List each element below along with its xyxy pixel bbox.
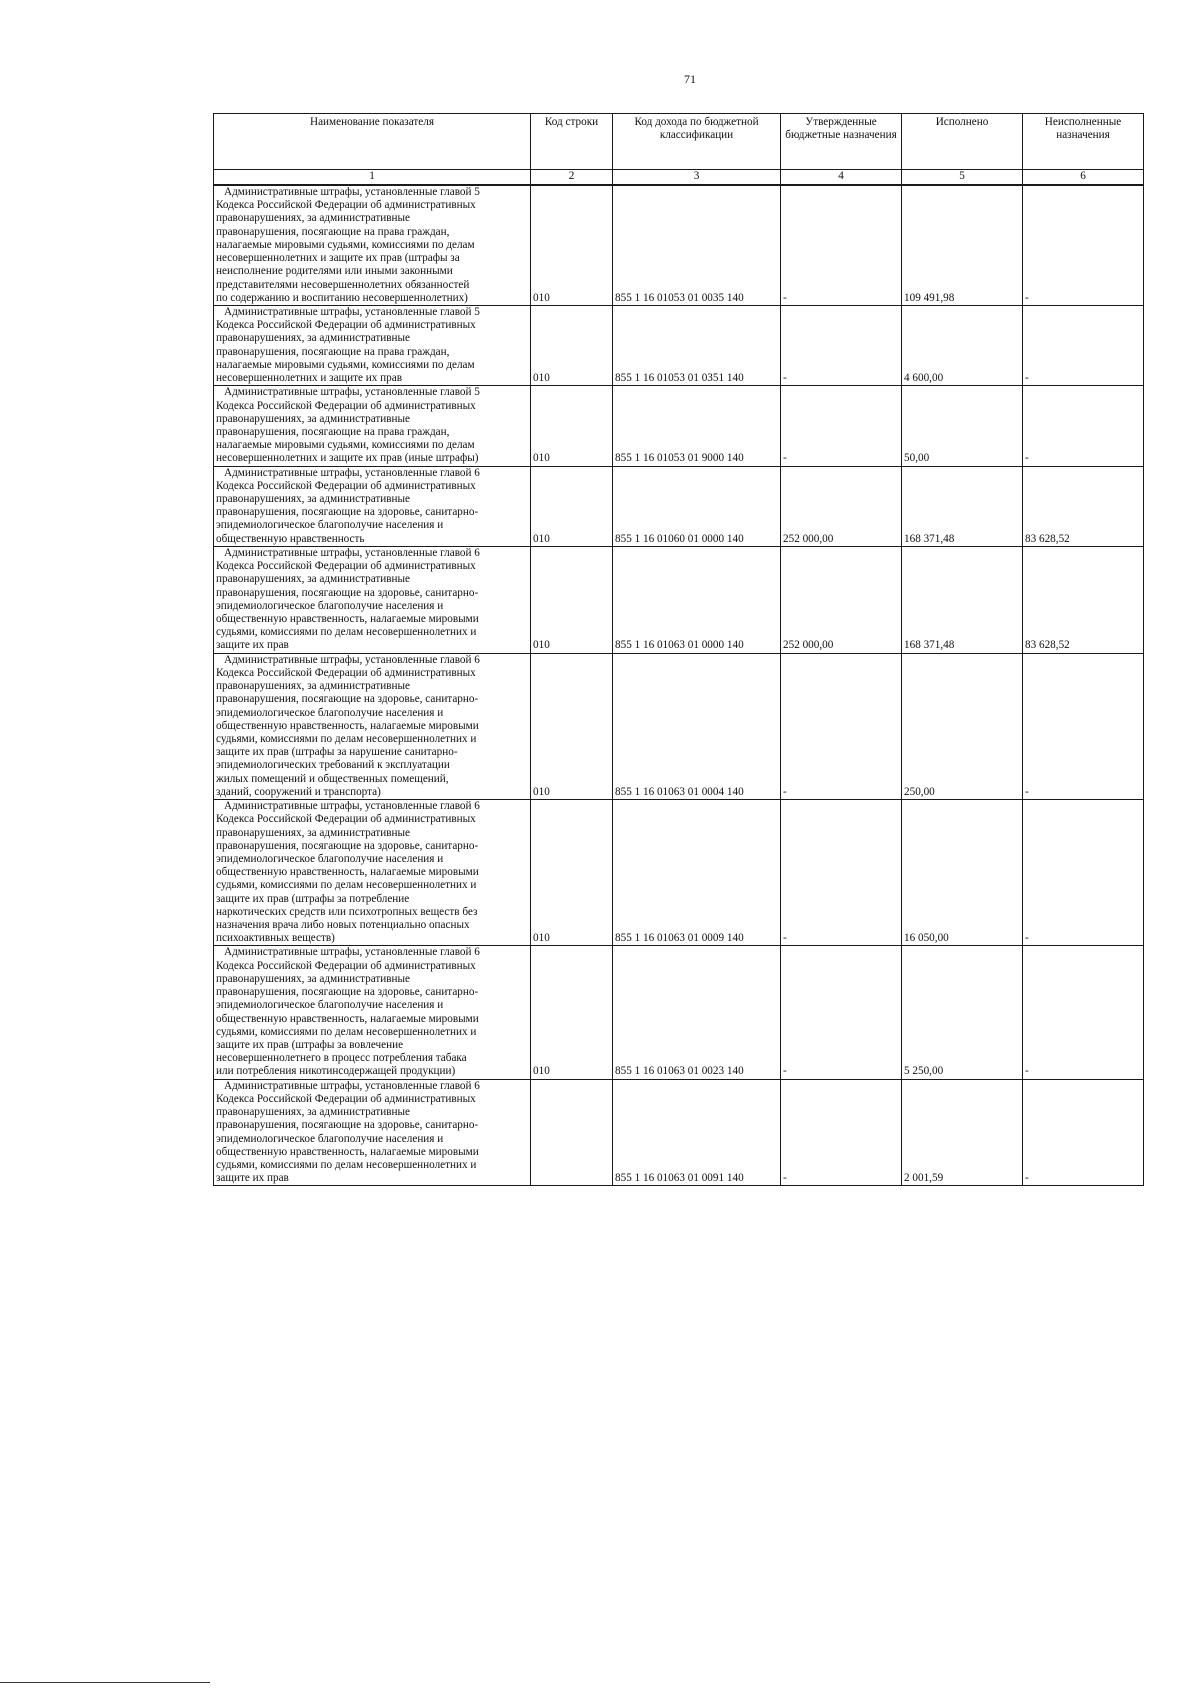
indicator-name xyxy=(214,653,531,799)
indicator-name-line: эпидемиологическое благополучие населения и xyxy=(216,599,444,612)
unexecuted-amount: - xyxy=(1023,185,1144,305)
column-number: 6 xyxy=(1023,170,1144,186)
indicator-name-line: общественную нравственность, налагаемые мировыми xyxy=(216,719,479,732)
indicator-name xyxy=(214,185,531,305)
table-header xyxy=(214,114,1144,186)
line-code: 010 xyxy=(531,546,613,653)
header-income-code: Код дохода по бюджетной классификации xyxy=(613,114,781,170)
income-code: 855 1 16 01063 01 0023 140 xyxy=(613,946,781,1079)
indicator-name-line: Кодекса Российской Федерации об административных xyxy=(216,319,476,332)
executed-amount: 168 371,48 xyxy=(902,466,1023,546)
indicator-name-line: общественную нравственность, налагаемые мировыми xyxy=(216,613,479,625)
column-number: 5 xyxy=(902,170,1023,186)
income-code: 855 1 16 01063 01 0000 140 xyxy=(613,546,781,653)
indicator-name-line: или потребления никотинсодержащей продукции) xyxy=(216,1065,456,1078)
line-code: 010 xyxy=(531,946,613,1079)
indicator-name xyxy=(214,546,531,653)
indicator-name-line: Административные штрафы, установленные главой 5 xyxy=(224,386,480,399)
table-row xyxy=(214,305,1144,385)
indicator-name-line: правонарушения, посягающие на права граждан, xyxy=(216,345,450,358)
approved-amount: - xyxy=(781,185,902,305)
indicator-name-line: правонарушения, посягающие на здоровье, санитарно- xyxy=(216,586,479,599)
column-number: 2 xyxy=(531,170,613,186)
indicator-name-line: судьями, комиссиями по делам несовершеннолетних и xyxy=(216,1158,477,1171)
indicator-name-line: правонарушениях, за административные xyxy=(216,972,410,985)
indicator-name xyxy=(214,386,531,466)
executed-amount: 16 050,00 xyxy=(902,800,1023,946)
executed-amount: 250,00 xyxy=(902,653,1023,799)
indicator-name-line: несовершеннолетних и защите их прав (иные штрафы) xyxy=(216,452,479,465)
executed-amount: 50,00 xyxy=(902,386,1023,466)
revenue-report-table xyxy=(213,113,1144,1186)
indicator-name-line: правонарушениях, за административные xyxy=(216,826,410,839)
indicator-name-line: Административные штрафы, установленные главой 5 xyxy=(224,305,480,318)
approved-amount: - xyxy=(781,305,902,385)
indicator-name-line: по содержанию и воспитанию несовершеннолетних) xyxy=(216,291,468,304)
unexecuted-amount: - xyxy=(1023,946,1144,1079)
indicator-name-line: психоактивных веществ) xyxy=(216,932,335,945)
indicator-name-line: правонарушения, посягающие на здоровье, санитарно- xyxy=(216,506,479,519)
indicator-name-line: налагаемые мировыми судьями, комиссиями по делам xyxy=(216,439,475,452)
table-row xyxy=(214,1079,1144,1186)
header-approved: Утвержденные бюджетные назначения xyxy=(781,114,902,170)
indicator-name-line: Административные штрафы, установленные главой 6 xyxy=(224,946,480,959)
indicator-name-line: несовершеннолетних и защите их прав xyxy=(216,372,402,385)
indicator-name-line: правонарушения, посягающие на здоровье, санитарно- xyxy=(216,693,479,706)
indicator-name-line: Административные штрафы, установленные главой 6 xyxy=(224,546,480,559)
indicator-name-line: Кодекса Российской Федерации об административных xyxy=(216,959,476,972)
approved-amount: 252 000,00 xyxy=(781,466,902,546)
approved-amount: 252 000,00 xyxy=(781,546,902,653)
indicator-name-line: налагаемые мировыми судьями, комиссиями по делам xyxy=(216,358,475,371)
indicator-name-line: судьями, комиссиями по делам несовершеннолетних и xyxy=(216,1025,477,1038)
indicator-name-line: судьями, комиссиями по делам несовершеннолетних и xyxy=(216,732,477,745)
approved-amount: - xyxy=(781,946,902,1079)
indicator-name-line: правонарушениях, за административные xyxy=(216,212,410,225)
executed-amount: 5 250,00 xyxy=(902,946,1023,1079)
unexecuted-amount: - xyxy=(1023,800,1144,946)
indicator-name-line: правонарушениях, за административные xyxy=(216,493,410,506)
indicator-name xyxy=(214,946,531,1079)
unexecuted-amount: - xyxy=(1023,386,1144,466)
header-indicator-name: Наименование показателя xyxy=(214,114,531,170)
column-number: 4 xyxy=(781,170,902,186)
indicator-name-line: Кодекса Российской Федерации об административных xyxy=(216,199,476,212)
indicator-name-line: эпидемиологическое благополучие населения и xyxy=(216,519,444,532)
indicator-name-line: представителями несовершеннолетних обязанностей xyxy=(216,278,470,291)
indicator-name-line: Административные штрафы, установленные главой 6 xyxy=(224,466,480,479)
unexecuted-amount: 83 628,52 xyxy=(1023,546,1144,653)
indicator-name-line: назначения врача либо новых потенциально опасных xyxy=(216,919,470,932)
indicator-name-line: зданий, сооружений и транспорта) xyxy=(216,785,381,798)
indicator-name-line: судьями, комиссиями по делам несовершеннолетних и xyxy=(216,879,477,892)
indicator-name-line: правонарушения, посягающие на здоровье, санитарно- xyxy=(216,1119,479,1132)
approved-amount: - xyxy=(781,653,902,799)
income-code: 855 1 16 01063 01 0004 140 xyxy=(613,653,781,799)
indicator-name-line: налагаемые мировыми судьями, комиссиями по делам xyxy=(216,238,475,251)
unexecuted-amount: - xyxy=(1023,1079,1144,1186)
table-row xyxy=(214,546,1144,653)
page-number: 71 xyxy=(684,72,696,86)
column-number: 3 xyxy=(613,170,781,186)
header-line-code: Код строки xyxy=(531,114,613,170)
income-code: 855 1 16 01063 01 0009 140 xyxy=(613,800,781,946)
line-code: 010 xyxy=(531,466,613,546)
executed-amount: 2 001,59 xyxy=(902,1079,1023,1186)
income-code: 855 1 16 01053 01 9000 140 xyxy=(613,386,781,466)
approved-amount: - xyxy=(781,386,902,466)
indicator-name-line: Кодекса Российской Федерации об административных xyxy=(216,1092,476,1105)
income-code: 855 1 16 01053 01 0351 140 xyxy=(613,305,781,385)
indicator-name-line: жилых помещений и общественных помещений, xyxy=(216,772,449,785)
indicator-name-line: эпидемиологическое благополучие населения и xyxy=(216,706,444,719)
executed-amount: 4 600,00 xyxy=(902,305,1023,385)
indicator-name-line: правонарушения, посягающие на права граждан, xyxy=(216,425,450,438)
unexecuted-amount: - xyxy=(1023,653,1144,799)
executed-amount: 109 491,98 xyxy=(902,185,1023,305)
table-row xyxy=(214,185,1144,305)
indicator-name-line: правонарушениях, за административные xyxy=(216,1106,410,1119)
unexecuted-amount: 83 628,52 xyxy=(1023,466,1144,546)
header-unexecuted: Неисполненные назначения xyxy=(1023,114,1144,170)
indicator-name-line: Кодекса Российской Федерации об административных xyxy=(216,399,476,412)
header-row xyxy=(214,114,1144,170)
indicator-name-line: защите их прав xyxy=(216,1172,289,1185)
page-bottom-rule xyxy=(0,1682,210,1683)
executed-amount: 168 371,48 xyxy=(902,546,1023,653)
line-code xyxy=(531,1079,613,1186)
indicator-name-line: неисполнение родителями или иными законными xyxy=(216,265,453,278)
approved-amount: - xyxy=(781,1079,902,1186)
indicator-name-line: правонарушениях, за административные xyxy=(216,680,410,693)
income-code: 855 1 16 01053 01 0035 140 xyxy=(613,185,781,305)
line-code: 010 xyxy=(531,653,613,799)
indicator-name-line: судьями, комиссиями по делам несовершеннолетних и xyxy=(216,626,477,639)
indicator-name-line: правонарушениях, за административные xyxy=(216,573,410,586)
indicator-name xyxy=(214,1079,531,1186)
indicator-name-line: Кодекса Российской Федерации об административных xyxy=(216,560,476,573)
line-code: 010 xyxy=(531,800,613,946)
table-row xyxy=(214,466,1144,546)
indicator-name-line: несовершеннолетнего в процесс потребления табака xyxy=(216,1052,467,1065)
indicator-name xyxy=(214,800,531,946)
unexecuted-amount: - xyxy=(1023,305,1144,385)
indicator-name-line: защите их прав (штрафы за вовлечение xyxy=(216,1039,404,1051)
income-code: 855 1 16 01060 01 0000 140 xyxy=(613,466,781,546)
indicator-name-line: общественную нравственность xyxy=(216,532,365,545)
line-code: 010 xyxy=(531,386,613,466)
indicator-name-line: Кодекса Российской Федерации об административных xyxy=(216,813,476,826)
indicator-name xyxy=(214,466,531,546)
indicator-name-line: правонарушения, посягающие на права граждан, xyxy=(216,225,450,238)
indicator-name-line: правонарушениях, за административные xyxy=(216,412,410,425)
indicator-name-line: наркотических средств или психотропных веществ без xyxy=(216,905,478,918)
column-number: 1 xyxy=(214,170,531,186)
indicator-name-line: Кодекса Российской Федерации об административных xyxy=(216,479,476,492)
table-row xyxy=(214,946,1144,1079)
indicator-name-line: общественную нравственность, налагаемые мировыми xyxy=(216,1145,479,1158)
indicator-name-line: несовершеннолетних и защите их прав (штрафы за xyxy=(216,252,460,265)
indicator-name-line: защите их прав (штрафы за нарушение санитарно- xyxy=(216,746,458,759)
column-number-row xyxy=(214,170,1144,186)
indicator-name-line: защите их прав (штрафы за потребление xyxy=(216,892,410,905)
line-code: 010 xyxy=(531,305,613,385)
indicator-name-line: эпидемиологическое благополучие населения и xyxy=(216,999,444,1012)
indicator-name-line: Административные штрафы, установленные главой 6 xyxy=(224,653,480,666)
table-body xyxy=(214,185,1144,1186)
indicator-name-line: Административные штрафы, установленные главой 6 xyxy=(224,1079,480,1092)
table-row xyxy=(214,386,1144,466)
header-executed: Исполнено xyxy=(902,114,1023,170)
indicator-name-line: Административные штрафы, установленные главой 5 xyxy=(224,186,480,198)
table-row xyxy=(214,653,1144,799)
indicator-name-line: защите их прав xyxy=(216,639,289,652)
approved-amount: - xyxy=(781,800,902,946)
indicator-name-line: эпидемиологическое благополучие населения и xyxy=(216,1132,444,1145)
indicator-name-line: эпидемиологических требований к эксплуатации xyxy=(216,759,450,772)
indicator-name-line: Административные штрафы, установленные главой 6 xyxy=(224,800,480,813)
indicator-name-line: правонарушения, посягающие на здоровье, санитарно- xyxy=(216,986,479,999)
indicator-name-line: Кодекса Российской Федерации об административных xyxy=(216,666,476,679)
income-code: 855 1 16 01063 01 0091 140 xyxy=(613,1079,781,1186)
table-row xyxy=(214,800,1144,946)
indicator-name-line: правонарушениях, за административные xyxy=(216,332,410,345)
indicator-name-line: эпидемиологическое благополучие населения и xyxy=(216,852,444,865)
indicator-name-line: общественную нравственность, налагаемые мировыми xyxy=(216,866,479,879)
line-code: 010 xyxy=(531,185,613,305)
indicator-name xyxy=(214,305,531,385)
indicator-name-line: общественную нравственность, налагаемые мировыми xyxy=(216,1012,479,1025)
indicator-name-line: правонарушения, посягающие на здоровье, санитарно- xyxy=(216,839,479,852)
